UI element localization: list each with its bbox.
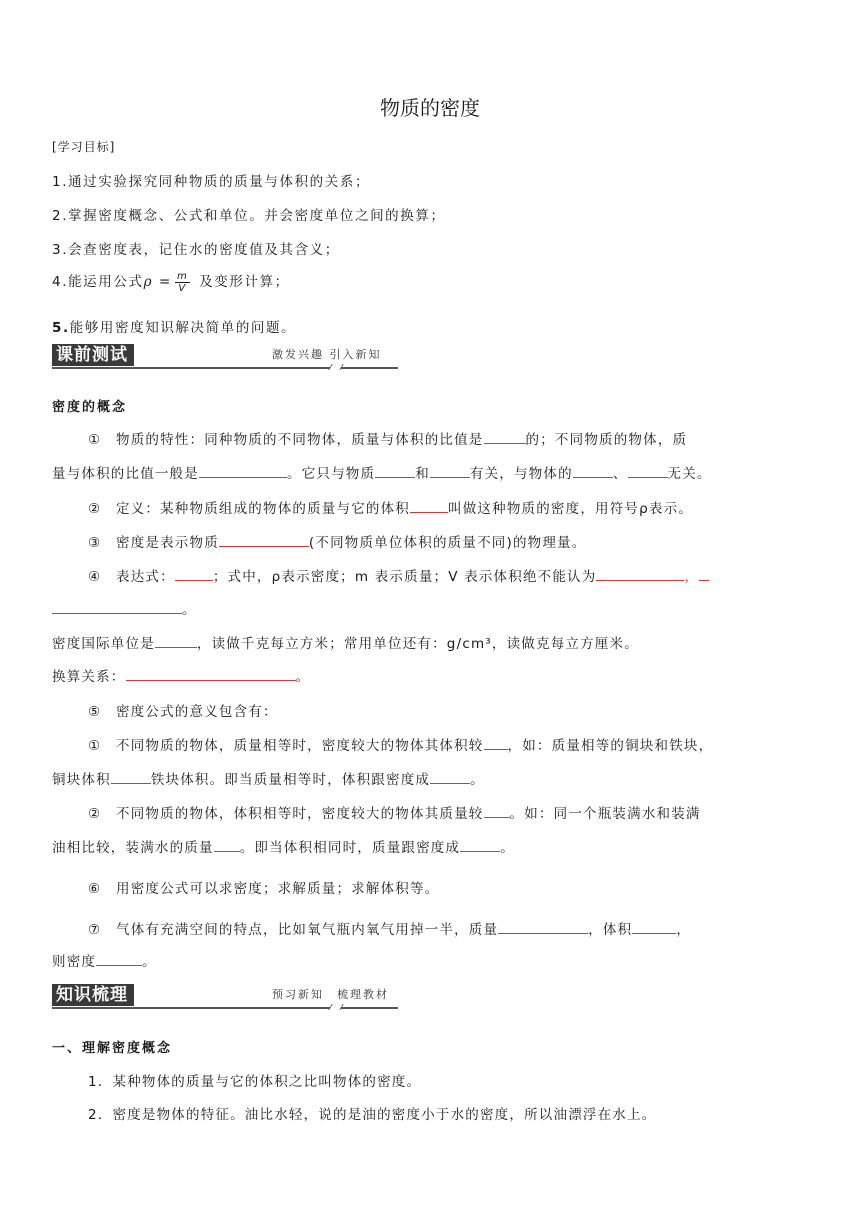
text: ④ 表达式： <box>88 569 175 585</box>
text: 。 <box>500 840 515 856</box>
text: ， <box>684 569 700 585</box>
formula-numerator: m <box>176 270 189 282</box>
fill-blank <box>498 919 588 934</box>
goal-item-3: 3.会查密度表，记住水的密度值及其含义； <box>52 242 340 258</box>
text: 。 <box>182 602 197 618</box>
section-1-item-2: 2．密度是物体的特征。油比水轻，说的是油的密度小于水的密度，所以油漂浮在水上。 <box>88 1107 657 1123</box>
goal-4-prefix: 4.能运用公式 <box>52 274 144 290</box>
text: 。 <box>295 669 311 685</box>
text: ， <box>676 922 692 938</box>
fill-blank <box>111 769 151 784</box>
section-1-heading: 一、理解密度概念 <box>52 1041 173 1056</box>
text: 。 <box>142 954 157 970</box>
concept-heading: 密度的概念 <box>52 400 128 415</box>
text: 。如：同一个瓶装满水和装满 <box>509 806 701 822</box>
text: 则密度 <box>52 954 97 970</box>
text: 无关。 <box>667 466 712 482</box>
text: 。即当体积相同时，质量跟密度成 <box>239 840 461 856</box>
text: 和 <box>415 466 430 482</box>
fill-blank <box>430 463 470 478</box>
fill-blank <box>375 463 415 478</box>
text: (不同物质单位体积的质量不同)的物理量。 <box>308 535 587 551</box>
text: 铜块体积 <box>52 772 111 788</box>
text: 、 <box>612 466 628 482</box>
fill-blank <box>484 803 510 818</box>
concept-line-1 <box>88 428 687 448</box>
fill-blank <box>573 463 613 478</box>
banner-notch <box>328 1004 343 1010</box>
goal-item-5 <box>52 316 296 336</box>
fill-blank <box>219 532 309 547</box>
text: ；式中，ρ表示密度；m 表示质量；V 表示体积绝不能认为 <box>212 569 597 585</box>
fill-blank <box>96 951 142 966</box>
concept-line-10 <box>88 734 713 754</box>
concept-line-15 <box>88 918 691 938</box>
section-banner-pretest <box>52 344 398 370</box>
concept-line-5 <box>88 565 709 585</box>
goal-item-4 <box>52 270 290 294</box>
concept-line-4 <box>88 531 586 551</box>
text: 铁块体积。即当质量相等时，体积跟密度成 <box>150 772 431 788</box>
goal-4-suffix: 及变形计算； <box>199 274 290 290</box>
section-banner-knowledge <box>52 984 398 1010</box>
concept-line-8 <box>52 665 310 685</box>
text: 。它只与物质 <box>287 466 376 482</box>
concept-line-11 <box>52 768 485 788</box>
text: 的；不同物质的物体，质 <box>525 432 688 448</box>
text: ⑦ 气体有充满空间的特点，比如氧气瓶内氧气用掉一半，质量 <box>88 922 499 938</box>
fill-blank <box>410 498 448 513</box>
concept-line-6 <box>52 598 197 618</box>
fill-blank <box>484 429 526 444</box>
goal-5-number: 5. <box>52 320 70 336</box>
goals-heading: [学习目标] <box>52 140 116 154</box>
text: 油相比较，装满水的质量 <box>52 840 214 856</box>
formula-denominator: V <box>178 282 187 294</box>
fill-blank <box>484 735 508 750</box>
text: ① 物质的特性：同种物质的不同物体，质量与体积的比值是 <box>88 432 484 448</box>
text: ③ 密度是表示物质 <box>88 535 219 551</box>
text: ① 不同物质的物体，质量相等时，密度较大的物体其体积较 <box>88 738 484 754</box>
banner-divider <box>52 367 398 369</box>
concept-line-3 <box>88 497 693 517</box>
text: 有关，与物体的 <box>469 466 573 482</box>
section-1-item-1: 1．某种物体的质量与它的体积之比叫物体的密度。 <box>88 1074 422 1090</box>
concept-line-9: ⑤ 密度公式的意义包含有： <box>88 704 278 720</box>
fill-blank <box>126 666 296 681</box>
banner-notch <box>328 364 343 370</box>
goal-item-2: 2.掌握密度概念、公式和单位。并会密度单位之间的换算； <box>52 208 446 224</box>
goal-item-1: 1.通过实验探究同种物质的质量与体积的关系； <box>52 174 371 190</box>
fill-blank <box>699 566 709 581</box>
concept-line-13 <box>52 836 515 856</box>
formula-fraction <box>175 271 190 294</box>
text: ② 不同物质的物体，体积相等时，密度较大的物体其质量较 <box>88 806 484 822</box>
fill-blank <box>628 463 668 478</box>
concept-line-12 <box>88 802 701 822</box>
fill-blank <box>175 566 213 581</box>
fill-blank <box>460 837 500 852</box>
banner-label: 知识梳理 <box>52 984 134 1006</box>
concept-line-16 <box>52 950 157 970</box>
fill-blank <box>155 633 197 648</box>
fill-blank <box>596 566 684 581</box>
formula-rho: ρ = <box>143 274 172 290</box>
text: 。 <box>470 772 485 788</box>
text: 换算关系： <box>52 669 126 685</box>
page-title: 物质的密度 <box>380 96 480 120</box>
text: ② 定义：某种物质组成的物体的质量与它的体积 <box>88 501 411 517</box>
fill-blank <box>632 919 676 934</box>
banner-label: 课前测试 <box>52 344 134 366</box>
banner-divider <box>52 1007 398 1009</box>
concept-line-7 <box>52 632 639 652</box>
text: 叫做这种物质的密度，用符号ρ表示。 <box>448 501 693 517</box>
fill-blank <box>214 837 240 852</box>
concept-line-2 <box>52 462 712 482</box>
banner-subtitle: 激发兴趣 引入新知 <box>272 348 382 361</box>
text: ，如：质量相等的铜块和铁块， <box>507 738 714 754</box>
goal-5-text: 能够用密度知识解决简单的问题。 <box>69 320 297 336</box>
text: 密度国际单位是 <box>52 636 155 652</box>
fill-blank <box>430 769 470 784</box>
text: 量与体积的比值一般是 <box>52 466 199 482</box>
fill-blank <box>52 599 182 614</box>
concept-line-14: ⑥ 用密度公式可以求密度；求解质量；求解体积等。 <box>88 881 440 897</box>
text: ，体积 <box>588 922 633 938</box>
banner-subtitle: 预习新知 梳理教材 <box>272 988 389 1001</box>
text: ，读做千克每立方米；常用单位还有：g/cm³，读做克每立方厘米。 <box>196 636 639 652</box>
fill-blank <box>199 463 287 478</box>
